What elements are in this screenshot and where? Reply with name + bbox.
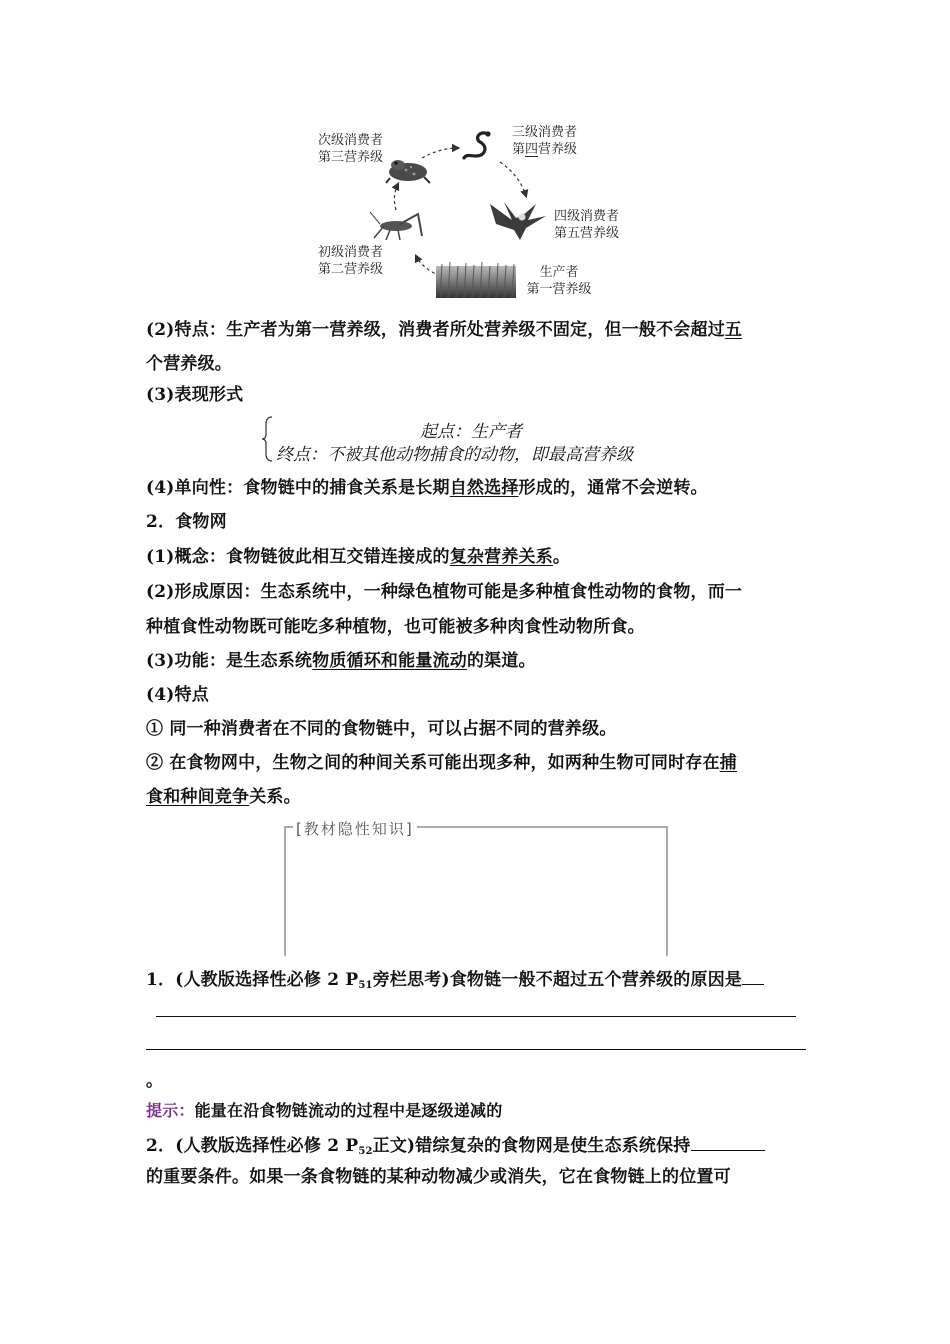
- food-web-heading: 2．食物网: [146, 512, 227, 532]
- secondary-consumer-label: 次级消费者 第三营养级: [318, 133, 384, 165]
- hint: 提示：能量在沿食物链流动的过程中是逐级递减的: [146, 1101, 503, 1120]
- quaternary-consumer-label: 四级消费者 第五营养级: [554, 209, 620, 241]
- cause-paragraph-line1: (2)形成原因：生态系统中，一种绿色植物可能是多种植食性动物的食物，而一: [146, 582, 743, 602]
- question-2: 2．(人教版选择性必修 2 $P_{52}$正文)错综复杂的食物网是使生态系统保持: [146, 1134, 808, 1163]
- food-chain-diagram: [300, 118, 660, 308]
- feature-item-1: ① 同一种消费者在不同的食物链中，可以占据不同的营养级。: [146, 719, 617, 739]
- brace-end-point: 终点：不被其他动物捕食的动物，即最高营养级: [276, 445, 633, 465]
- snake-icon: [460, 128, 496, 164]
- answer-blank-line-1[interactable]: [156, 1016, 796, 1017]
- arrow-tertiary-to-quaternary: [500, 162, 526, 196]
- panel-title: [教材隐性知识]: [293, 818, 417, 839]
- answer-blank-2[interactable]: [691, 1134, 765, 1151]
- producer-label: 生产者 第一营养级: [526, 265, 592, 297]
- grass-icon: [436, 260, 516, 298]
- brace-start-point: 起点：生产者: [420, 422, 522, 442]
- features-heading: (4)特点: [146, 685, 209, 705]
- tertiary-consumer-label: 三级消费者 第四营养级: [512, 125, 578, 157]
- unidirection-paragraph: (4)单向性：食物链中的捕食关系是长期自然选择形成的，通常不会逆转。: [146, 478, 708, 498]
- answer-blank-line-2[interactable]: [146, 1049, 806, 1050]
- function-paragraph: (3)功能：是生态系统物质循环和能量流动的渠道。: [146, 651, 536, 671]
- feature-item-2: ② 在食物网中，生物之间的种间关系可能出现多种，如两种生物可同时存在捕: [146, 753, 737, 773]
- form-heading: (3)表现形式: [146, 385, 244, 405]
- concept-paragraph: (1)概念：食物链彼此相互交错连接成的复杂营养关系。: [146, 547, 571, 567]
- question-1: 1．(人教版选择性必修 2 $P_{51}$旁栏思考)食物链一般不超过五个营养级的原因是: [146, 968, 808, 997]
- left-brace-icon: [262, 416, 274, 462]
- hint-label: 提示：: [146, 1101, 195, 1120]
- question-2-line2: 的重要条件。如果一条食物链的某种动物减少或消失，它在食物链上的位置可: [146, 1167, 731, 1187]
- eagle-icon: [486, 198, 552, 242]
- hidden-knowledge-panel: [284, 826, 668, 956]
- grasshopper-icon: [370, 210, 426, 242]
- feature-paragraph: (2)特点：生产者为第一营养级，消费者所处营养级不固定，但一般不会超过五: [146, 320, 743, 340]
- toad-icon: [384, 154, 432, 184]
- feature-item-2-cont: 食和种间竞争关系。: [146, 787, 301, 807]
- arrow-primary-to-secondary: [394, 184, 398, 210]
- feature-paragraph-cont: 个营养级。: [146, 354, 232, 374]
- primary-consumer-label: 初级消费者 第二营养级: [318, 245, 384, 277]
- question-1-end: 。: [146, 1071, 164, 1091]
- cause-paragraph-line2: 种植食性动物既可能吃多种植物，也可能被多种肉食性动物所食。: [146, 617, 645, 637]
